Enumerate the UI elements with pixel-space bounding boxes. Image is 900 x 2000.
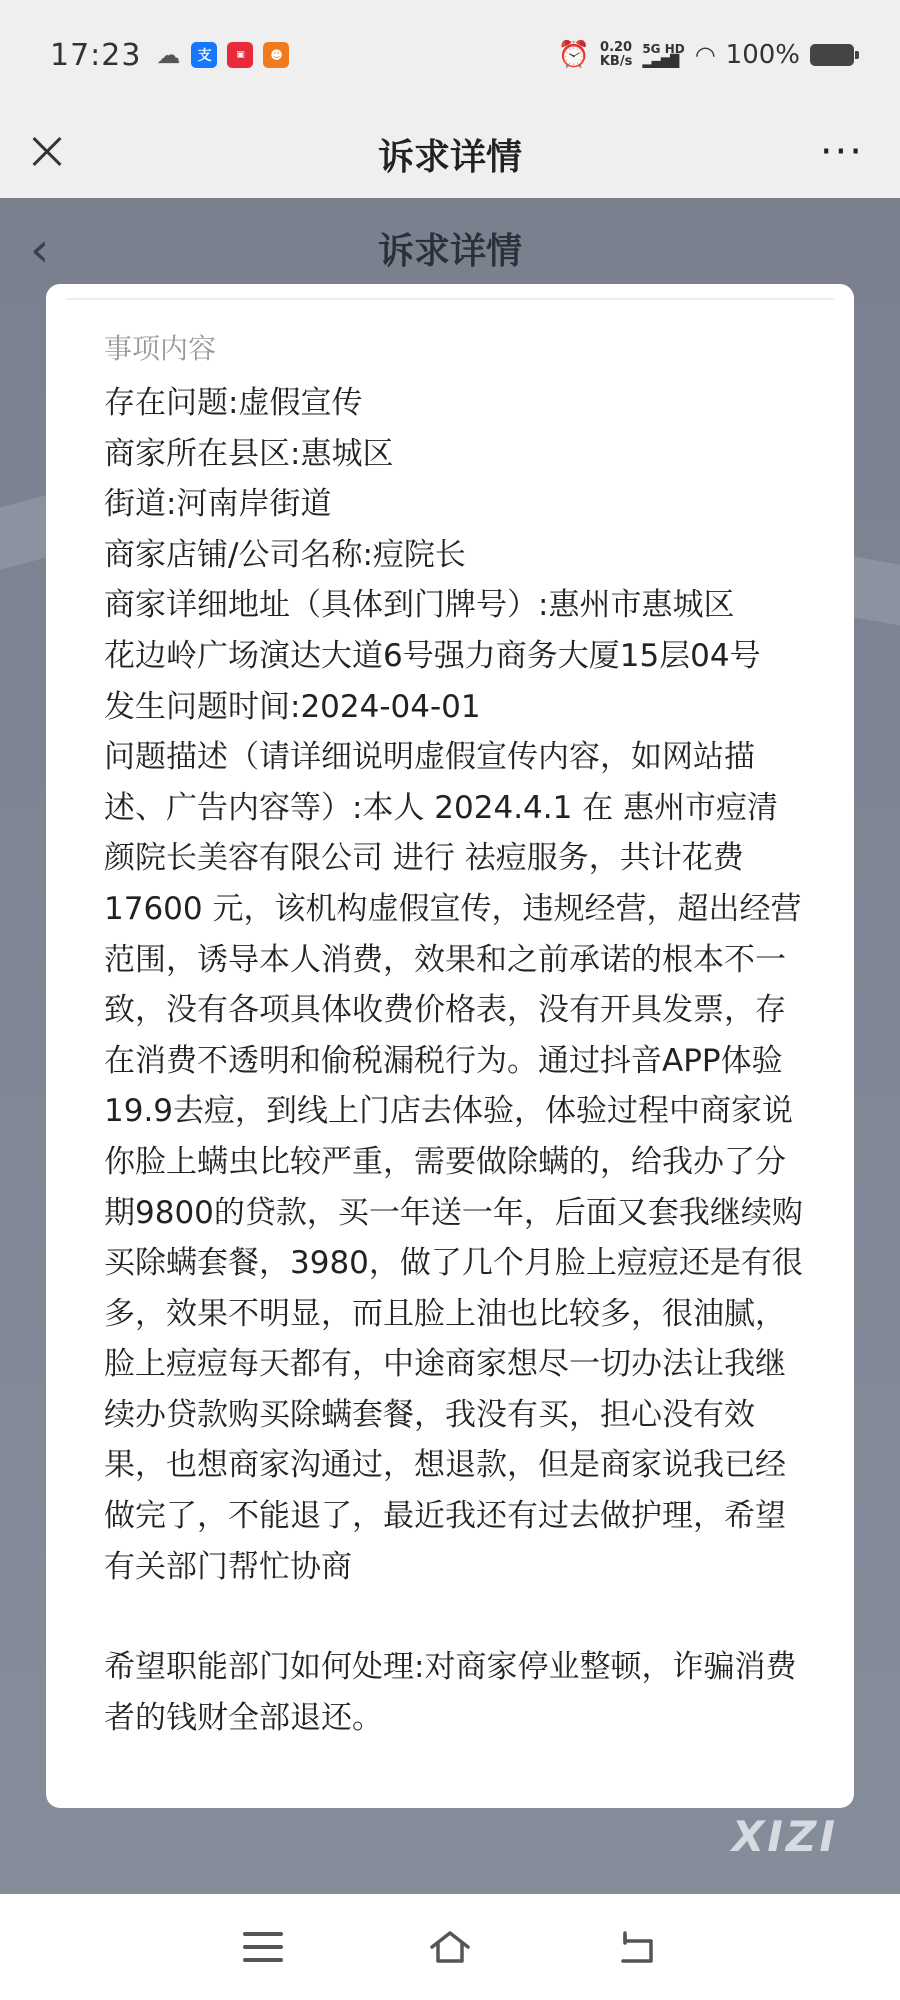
detail-modal [46, 284, 854, 1808]
home-icon [426, 1923, 474, 1971]
battery-percent: 100% [725, 40, 800, 70]
back-button[interactable] [607, 1917, 667, 1977]
problem-description: 问题描述（请详细说明虚假宣传内容，如网站描述、广告内容等）:本人 2024.4.1 在 惠州市痘清颜院长美容有限公司 进行 祛痘服务，共计花费 17600 元，该机构虚假宣传，违规经营，超出经营范围，诱导本人消费，效果和之前承诺的根本不一致，没有各项具体收费价格表，没有开具发票，存在消费不透明和偷税漏税行为。通过抖音APP体验19.9去痘，到线上门店去体验，体验过程中商家说你脸上螨虫比较严重，需要做除螨的，给我办了分期9800的贷款，买一年送一年，后面又套我继续购买除螨套餐，3980，做了几个月脸上痘痘还是有很多，效果不明显，而且脸上油也比较多，很油腻，脸上痘痘每天都有，中途商家想尽一切办法让我继续办贷款购买除螨套餐，我没有买，担心没有效果，也想商家沟通过，想退款，但是商家说我已经做完了，不能退了，最近我还有过去做护理，希望有关部门帮忙协商 [104, 739, 803, 1585]
section-title: 事项内容 [104, 332, 217, 365]
top-header [0, 110, 900, 198]
alipay-icon: 支 [191, 42, 217, 68]
net-speed-value: 0.20 [600, 40, 633, 55]
status-time: 17:23 [50, 37, 142, 73]
back-icon [613, 1923, 661, 1971]
signal-bars: ▂▄▆█ [642, 54, 680, 68]
content-line: 花边岭广场演达大道6号强力商务大厦15层04号 [104, 637, 761, 674]
content-line: 商家所在县区:惠城区 [104, 435, 394, 472]
notification-icons [155, 42, 289, 68]
net-speed [600, 41, 632, 69]
spacer [104, 1592, 804, 1642]
content-line: 发生问题时间:2024-04-01 [104, 688, 481, 725]
red-app-icon: ▣ [227, 42, 253, 68]
orange-app-icon: ☻ [263, 42, 289, 68]
wifi-icon: ◠ [694, 41, 716, 69]
signal-label: 5G HD [642, 42, 685, 56]
handling-request: 希望职能部门如何处理:对商家停业整顿，诈骗消费者的钱财全部退还。 [104, 1649, 797, 1736]
content-line: 存在问题:虚假宣传 [104, 385, 363, 421]
menu-icon [243, 1932, 283, 1962]
more-options-button[interactable]: ··· [819, 129, 864, 175]
background-title: 诉求详情 [377, 230, 522, 272]
battery-icon [810, 44, 854, 66]
signal-icon [642, 43, 684, 67]
menu-button[interactable] [233, 1917, 293, 1977]
navigation-bar [0, 1894, 900, 2000]
status-right [557, 40, 854, 70]
background-header [0, 198, 900, 298]
net-speed-unit: KB/s [599, 54, 633, 69]
content-line: 商家店铺/公司名称:痘院长 [104, 536, 466, 573]
back-chevron-icon[interactable]: ‹ [30, 222, 50, 278]
watermark-logo: XIZI [731, 1812, 838, 1861]
content-line: 街道:河南岸街道 [104, 486, 332, 523]
close-icon[interactable] [26, 132, 66, 172]
page-title: 诉求详情 [377, 136, 522, 178]
cloud-icon: ☁ [156, 41, 181, 69]
modal-divider [66, 298, 834, 300]
status-bar [0, 0, 900, 110]
status-left [50, 38, 289, 73]
content-line: 商家详细地址（具体到门牌号）:惠州市惠城区 [104, 587, 735, 624]
alarm-icon: ⏰ [557, 40, 590, 70]
home-button[interactable] [420, 1917, 480, 1977]
